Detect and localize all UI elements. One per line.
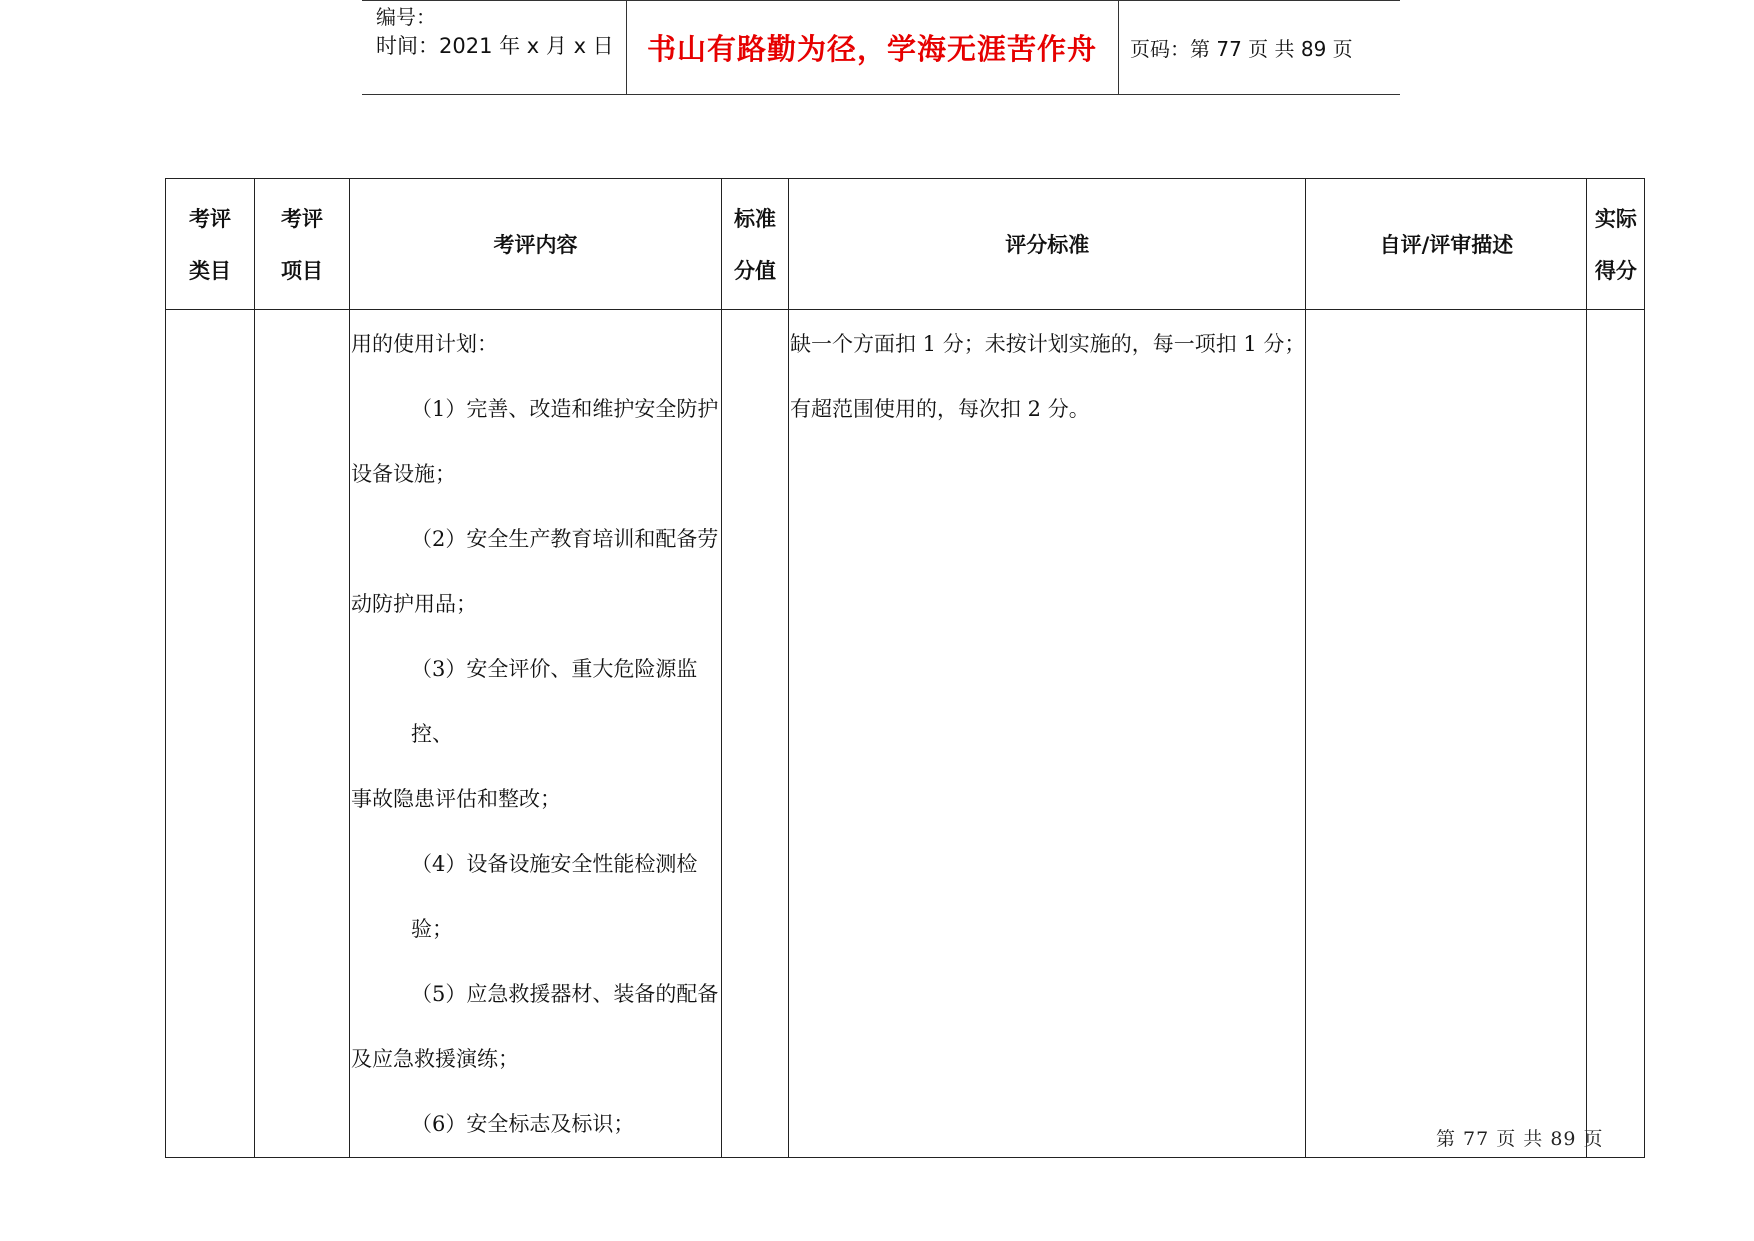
- document-date: 时间：2021 年 x 月 x 日: [376, 34, 614, 58]
- header-description: 自评/评审描述: [1306, 179, 1587, 310]
- cell-description: [1306, 310, 1587, 1158]
- header-motto-cell: [626, 1, 1119, 94]
- header-category-line2: 类目: [189, 259, 231, 283]
- header-actual: [1587, 179, 1645, 310]
- content-line: 及应急救援演练；: [351, 1047, 519, 1071]
- header-item-line1: 考评: [281, 207, 323, 231]
- evaluation-table: [165, 178, 1645, 1158]
- content-line: 动防护用品；: [351, 592, 477, 616]
- page-header: [362, 0, 1400, 95]
- header-content: 考评内容: [350, 179, 722, 310]
- cell-actual: [1587, 310, 1645, 1158]
- header-category: [166, 179, 255, 310]
- content-line: 设备设施；: [351, 462, 456, 486]
- content-line: 用的使用计划：: [351, 332, 498, 356]
- header-page-info: 页码：第 77 页 共 89 页: [1130, 37, 1353, 61]
- table-header-row: [166, 179, 1645, 310]
- content-line: （1）完善、改造和维护安全防护: [411, 397, 719, 421]
- cell-score: [722, 310, 789, 1158]
- header-actual-line2: 得分: [1594, 259, 1637, 283]
- document-number-label: 编号：: [376, 5, 436, 29]
- header-score: [722, 179, 789, 310]
- criteria-line: 缺一个方面扣 1 分；未按计划实施的，每一项扣 1 分；: [790, 332, 1306, 356]
- content-line: （4）设备设施安全性能检测检验；: [411, 852, 698, 941]
- criteria-line: 有超范围使用的，每次扣 2 分。: [790, 397, 1090, 421]
- content-line: （6）安全标志及标识；: [411, 1112, 635, 1136]
- header-actual-line1: 实际: [1594, 207, 1637, 231]
- cell-category: [166, 310, 255, 1158]
- header-category-line1: 考评: [189, 207, 231, 231]
- header-criteria: 评分标准: [789, 179, 1306, 310]
- header-score-line1: 标准: [734, 207, 776, 231]
- table-row: [166, 310, 1645, 1158]
- motto-text: 书山有路勤为径，学海无涯苦作舟: [646, 32, 1097, 66]
- header-meta-cell: [362, 1, 627, 94]
- header-page-cell: [1118, 1, 1400, 94]
- content-line: （2）安全生产教育培训和配备劳: [411, 527, 719, 551]
- header-item: [255, 179, 350, 310]
- cell-content: [350, 310, 722, 1158]
- content-line: （5）应急救援器材、装备的配备: [411, 982, 719, 1006]
- cell-criteria: [789, 310, 1306, 1158]
- page-footer: 第 77 页 共 89 页: [1436, 1128, 1604, 1150]
- content-line: 事故隐患评估和整改；: [351, 787, 561, 811]
- header-score-line2: 分值: [734, 259, 776, 283]
- content-line: （3）安全评价、重大危险源监控、: [411, 657, 698, 746]
- header-item-line2: 项目: [281, 259, 323, 283]
- cell-item: [255, 310, 350, 1158]
